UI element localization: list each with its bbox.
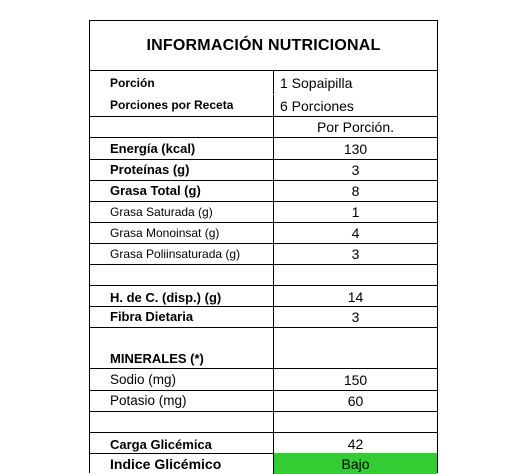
fat-sat-value: 1 <box>273 201 437 222</box>
per-portion-header: Por Porción. <box>273 117 437 137</box>
protein-row <box>90 159 437 181</box>
fat-sat-label: Grasa Saturada (g) <box>110 204 213 219</box>
minerals-row <box>90 327 437 369</box>
fat-total-label: Grasa Total (g) <box>110 183 201 198</box>
portion-label: Porción <box>110 75 155 90</box>
minerals-label: MINERALES (*) <box>110 351 204 366</box>
carbs-value: 14 <box>273 285 437 306</box>
fat-mono-label: Grasa Monoinsat (g) <box>110 225 220 240</box>
fiber-label: Fibra Dietaria <box>110 309 194 324</box>
fiber-value: 3 <box>273 306 437 327</box>
portion-row <box>90 71 437 94</box>
per-portion-header-row <box>90 117 437 138</box>
spacer-cell <box>273 264 437 285</box>
glycemic-index-value: Bajo <box>273 453 437 474</box>
fiber-row <box>90 306 437 328</box>
sodium-row <box>90 369 437 391</box>
fat-total-row <box>90 180 437 202</box>
portion-value: 1 Sopaipilla <box>273 71 437 94</box>
fat-total-value: 8 <box>273 180 437 201</box>
servings-row <box>90 94 437 116</box>
fat-sat-row <box>90 201 437 223</box>
servings-label: Porciones por Receta <box>110 98 234 112</box>
portion-block <box>90 71 437 117</box>
spacer-cell <box>273 411 437 432</box>
glycemic-load-value: 42 <box>273 432 437 453</box>
potassium-label: Potasio (mg) <box>110 393 187 408</box>
minerals-value-empty <box>273 327 437 368</box>
table-title: INFORMACIÓN NUTRICIONAL <box>90 21 437 71</box>
fat-poly-label: Grasa Poliinsaturada (g) <box>110 246 241 261</box>
carbs-label: H. de C. (disp.) (g) <box>110 290 222 305</box>
spacer-row-1 <box>90 264 437 286</box>
energy-value: 130 <box>273 138 437 159</box>
protein-value: 3 <box>273 159 437 180</box>
energy-row <box>90 138 437 160</box>
potassium-row <box>90 390 437 412</box>
glycemic-load-row <box>90 432 437 454</box>
spacer-cell <box>90 411 273 432</box>
carbs-row <box>90 285 437 307</box>
fat-mono-row <box>90 222 437 244</box>
fat-poly-value: 3 <box>273 243 437 264</box>
sodium-label: Sodio (mg) <box>110 372 177 387</box>
spacer-row-2 <box>90 411 437 433</box>
glycemic-index-row <box>90 453 437 474</box>
fat-mono-value: 4 <box>273 222 437 243</box>
sodium-value: 150 <box>273 369 437 390</box>
spacer-cell <box>90 264 273 285</box>
servings-value: 6 Porciones <box>273 94 437 116</box>
header-spacer <box>90 117 273 137</box>
protein-label: Proteínas (g) <box>110 162 190 177</box>
potassium-value: 60 <box>273 390 437 411</box>
nutrition-table <box>89 20 438 473</box>
glycemic-load-label: Carga Glicémica <box>110 437 212 452</box>
glycemic-index-label: Indice Glicémico <box>110 455 222 472</box>
energy-label: Energía (kcal) <box>110 141 196 156</box>
fat-poly-row <box>90 243 437 265</box>
